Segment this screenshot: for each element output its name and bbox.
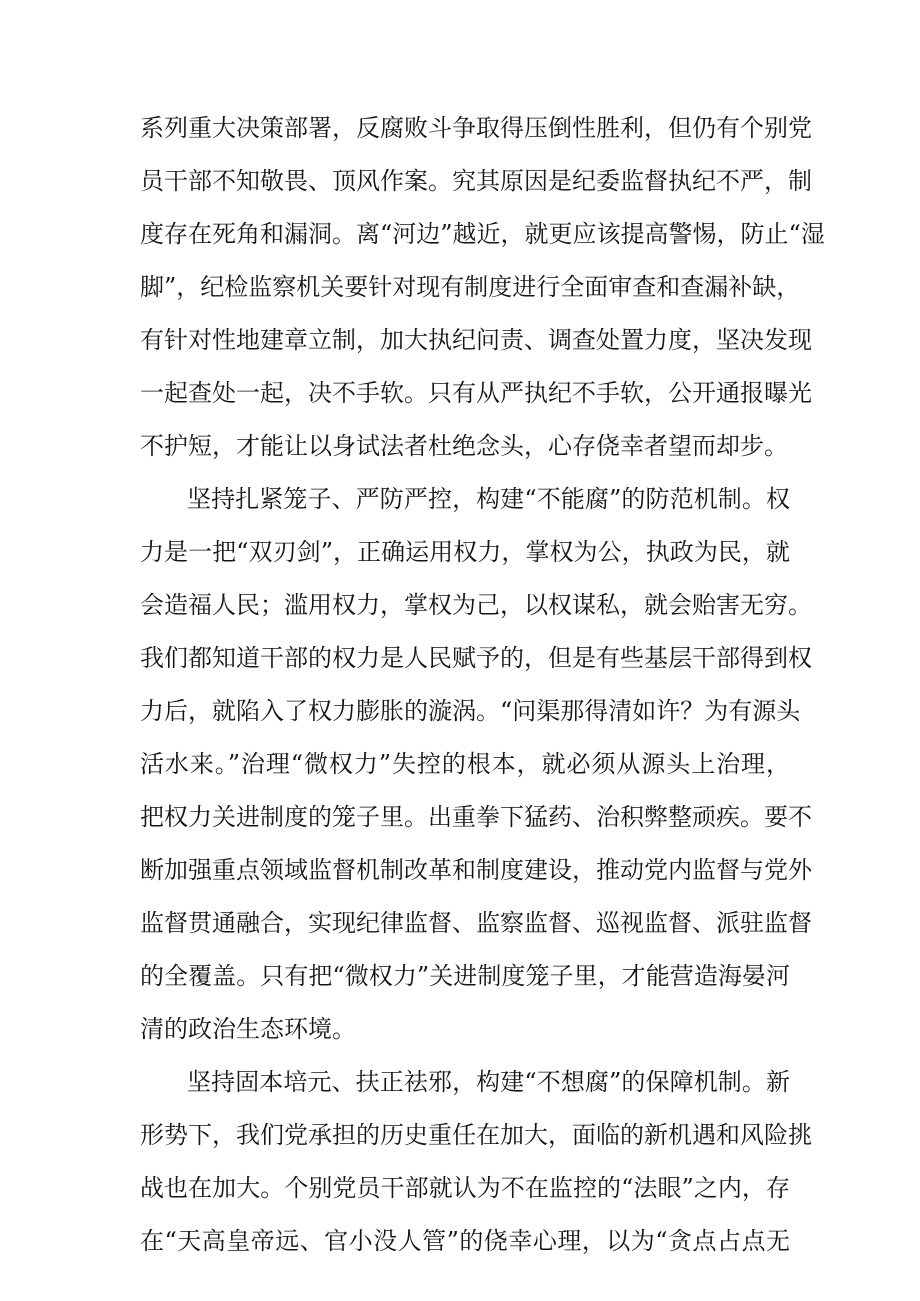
text-line: 力后，就陷入了权力膨胀的漩涡。“问渠那得清如许？为有源头 (140, 697, 801, 725)
paragraph-last-line: 清的政治生态环境。 (140, 1015, 356, 1043)
text-line: 活水来。”治理“微权力”失控的根本，就必须从源头上治理， (140, 750, 790, 778)
paragraph-last-line: 不护短，才能让以身试法者杜绝念头，心存侥幸者望而却步。 (140, 432, 788, 460)
text-line: 我们都知道干部的权力是人民赋予的，但是有些基层干部得到权 (140, 644, 812, 672)
text-line: 把权力关进制度的笼子里。出重拳下猛药、治积弊整顽疾。要不 (140, 803, 812, 831)
text-line: 的全覆盖。只有把“微权力”关进制度笼子里，才能营造海晏河 (140, 962, 790, 990)
paragraph-first-line: 坚持固本培元、扶正祛邪，构建“不想腐”的保障机制。新 (187, 1068, 790, 1096)
text-line: 战也在加大。个别党员干部就认为不在监控的“法眼”之内，存 (140, 1174, 790, 1202)
text-line: 系列重大决策部署，反腐败斗争取得压倒性胜利，但仍有个别党 (140, 114, 812, 142)
text-line: 有针对性地建章立制，加大执纪问责、调查处置力度，坚决发现 (140, 326, 812, 354)
text-line: 形势下，我们党承担的历史重任在加大，面临的新机遇和风险挑 (140, 1121, 812, 1149)
text-line: 力是一把“双刃剑”，正确运用权力，掌权为公，执政为民，就 (140, 538, 790, 566)
text-line: 断加强重点领域监督机制改革和制度建设，推动党内监督与党外 (140, 856, 812, 884)
text-line: 在“天高皇帝远、官小没人管”的侥幸心理，以为“贪点占点无 (140, 1227, 790, 1255)
text-line: 监督贯通融合，实现纪律监督、监察监督、巡视监督、派驻监督 (140, 909, 812, 937)
text-line: 一起查处一起，决不手软。只有从严执纪不手软，公开通报曝光 (140, 379, 812, 407)
text-line: 会造福人民；滥用权力，掌权为己，以权谋私，就会贻害无穷。 (140, 591, 812, 619)
text-line: 员干部不知敬畏、顶风作案。究其原因是纪委监督执纪不严，制 (140, 167, 812, 195)
paragraph-first-line: 坚持扎紧笼子、严防严控，构建“不能腐”的防范机制。权 (187, 485, 790, 513)
text-line: 度存在死角和漏洞。离“河边”越近，就更应该提高警惕，防止“湿 (140, 220, 825, 248)
text-line: 脚”，纪检监察机关要针对现有制度进行全面审查和查漏补缺， (140, 273, 801, 301)
